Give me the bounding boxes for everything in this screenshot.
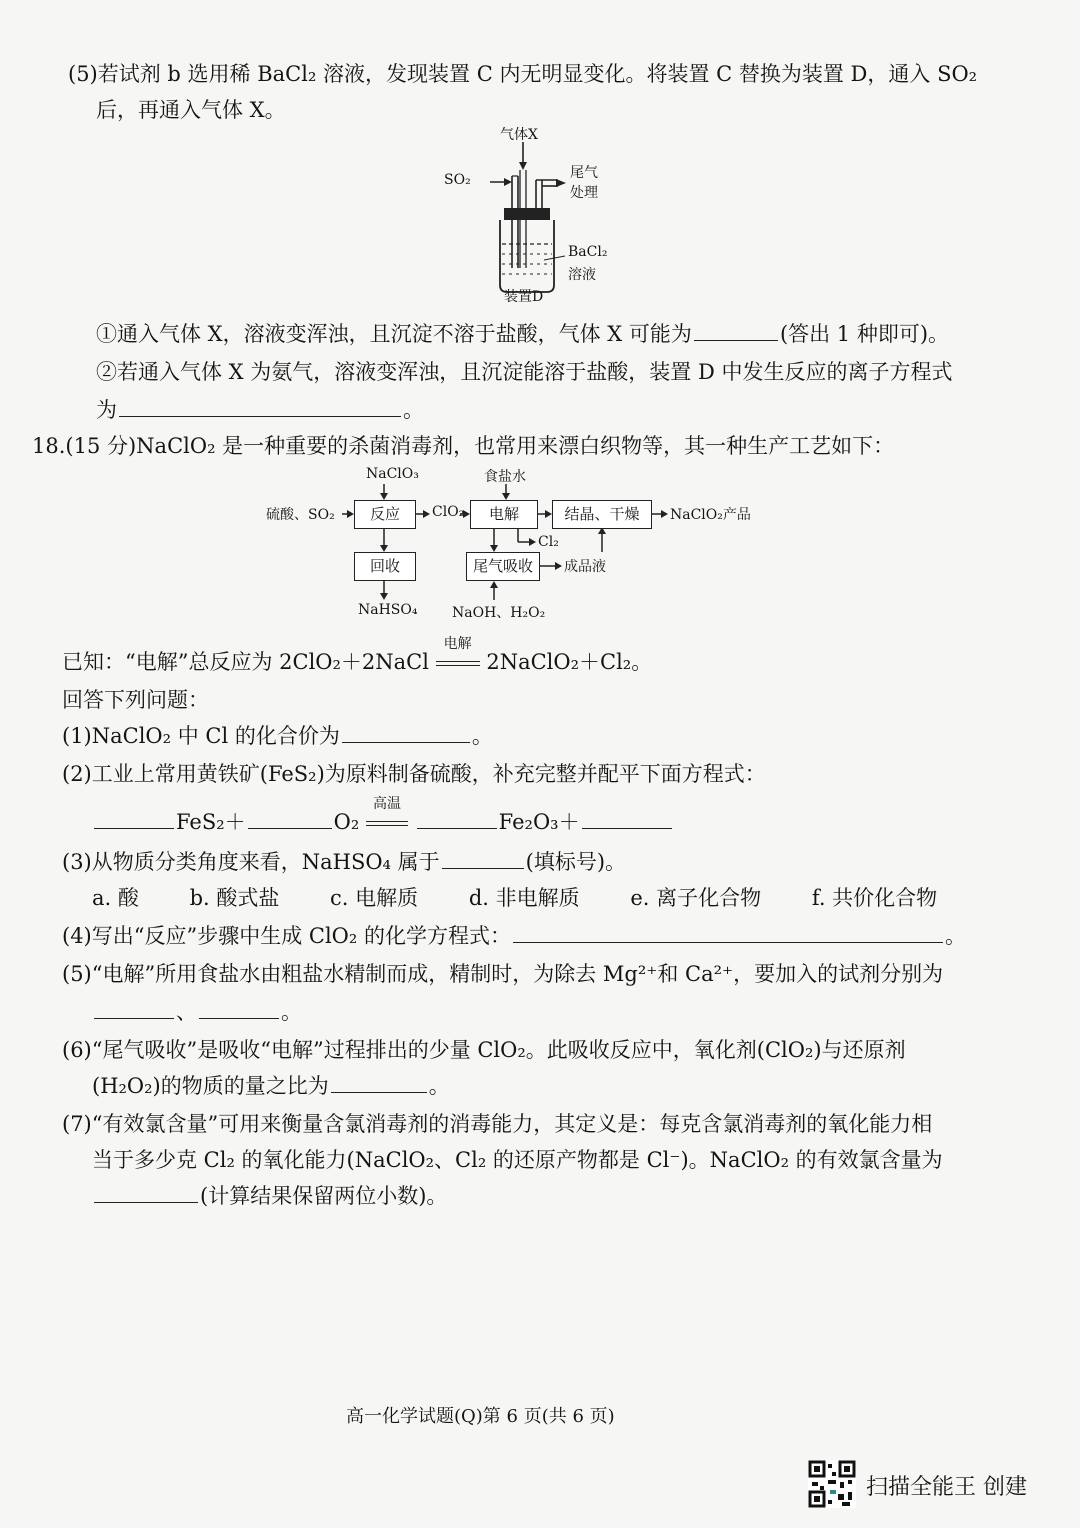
q17-5-line1: (5)若试剂 b 选用稀 BaCl₂ 溶液，发现装置 C 内无明显变化。将装置 C 替换为装置 D，通入 SO₂	[68, 62, 978, 86]
q18-part1-post: 。	[471, 724, 493, 748]
q18-part6-text: (H₂O₂)的物质的量之比为	[92, 1074, 329, 1098]
apparatus-d-caption: 装置D	[504, 289, 544, 305]
eq-fe2o3: Fe₂O₃＋	[498, 810, 580, 834]
flow-brine: 食盐水	[484, 469, 526, 485]
answer-blank[interactable]	[248, 807, 332, 829]
apparatus-d-diagram	[420, 120, 640, 310]
q18-part1	[62, 720, 493, 750]
scanner-watermark: 扫描全能王 创建	[866, 1475, 1027, 1500]
flow-box-react: 反应	[354, 500, 416, 529]
flow-product: NaClO₂产品	[670, 507, 751, 523]
q18-part5-post: 。	[281, 1000, 302, 1024]
q18-part3-post: (填标号)。	[525, 850, 627, 874]
electrolysis-condition	[436, 636, 480, 674]
option-b: b. 酸式盐	[189, 886, 280, 910]
answer-blank[interactable]	[199, 997, 279, 1019]
flow-clo2: ClO₂	[432, 504, 465, 520]
q18-part4-text: (4)写出“反应”步骤中生成 ClO₂ 的化学方程式：	[62, 924, 511, 948]
q18-answer-prompt: 回答下列问题：	[62, 688, 209, 712]
q18-part7-post: (计算结果保留两位小数)。	[200, 1184, 448, 1208]
q18-part5-line1: (5)“电解”所用食盐水由粗盐水精制而成，精制时，为除去 Mg²⁺和 Ca²⁺，要加入的试剂分别为	[62, 962, 944, 986]
tail-gas-treat-label: 处理	[570, 185, 598, 201]
q17-5-sub1	[96, 318, 949, 348]
flow-cl2: Cl₂	[538, 534, 559, 550]
equals-sign	[366, 821, 408, 826]
q18-part7-line3	[92, 1180, 447, 1210]
so2-label: SO₂	[444, 172, 471, 188]
q18-part3-text: (3)从物质分类角度来看，NaHSO₄ 属于	[62, 850, 440, 874]
q18-part6-line1: (6)“尾气吸收”是吸收“电解”过程排出的少量 ClO₂。此吸收反应中，氧化剂(ClO₂)与还原剂	[62, 1038, 906, 1062]
flow-nahso4: NaHSO₄	[358, 602, 418, 618]
high-temp-label: 高温	[372, 796, 401, 812]
gas-x-label: 气体X	[500, 127, 538, 143]
page-footer: 高一化学试题(Q)第 6 页(共 6 页)	[346, 1406, 615, 1427]
q18-part5-line2	[92, 996, 302, 1026]
option-a: a. 酸	[92, 886, 139, 910]
q18-part6-line2	[92, 1070, 450, 1100]
q17-5-sub2-pre: 为	[96, 398, 117, 422]
q18-part4	[62, 920, 966, 950]
q18-part6-post: 。	[428, 1074, 450, 1098]
q18-known-post: 2NaClO₂＋Cl₂。	[486, 650, 653, 674]
q17-5-sub1-text: ①通入气体 X，溶液变浑浊，且沉淀不溶于盐酸，气体 X 可能为	[96, 322, 692, 346]
answer-blank[interactable]	[94, 1181, 198, 1203]
q18-intro: 18.(15 分)NaClO₂ 是一种重要的杀菌消毒剂，也常用来漂白织物等，其一种生产工艺如下：	[32, 434, 895, 458]
q18-part3-options	[92, 882, 981, 912]
flow-box-tail-absorb: 尾气吸收	[466, 552, 540, 581]
flow-box-recover: 回收	[354, 552, 416, 581]
answer-blank[interactable]	[694, 319, 778, 341]
q18-known	[62, 636, 653, 676]
q18-part4-post: 。	[945, 924, 966, 948]
eq-o2: O₂	[333, 810, 360, 834]
answer-blank[interactable]	[331, 1071, 427, 1093]
electrolysis-condition-label: 电解	[443, 636, 472, 652]
q17-5-sub2-post: 。	[403, 398, 424, 422]
solution-label: 溶液	[568, 267, 596, 283]
q18-known-pre: 已知：“电解”总反应为 2ClO₂＋2NaCl	[62, 650, 429, 674]
q18-part2-equation	[92, 796, 674, 836]
answer-blank[interactable]	[417, 807, 497, 829]
q17-5-sub2-line1: ②若通入气体 X 为氨气，溶液变浑浊，且沉淀能溶于盐酸，装置 D 中发生反应的离子方程式	[96, 360, 953, 384]
tail-gas-label: 尾气	[570, 165, 598, 181]
flow-naclo3: NaClO₃	[366, 466, 419, 482]
q18-part2: (2)工业上常用黄铁矿(FeS₂)为原料制备硫酸，补充完整并配平下面方程式：	[62, 762, 766, 786]
answer-blank[interactable]	[342, 721, 470, 743]
answer-blank[interactable]	[94, 997, 174, 1019]
eq-fes2: FeS₂＋	[176, 810, 246, 834]
q18-part7-line1: (7)“有效氯含量”可用来衡量含氯消毒剂的消毒能力，其定义是：每克含氯消毒剂的氧化能力相	[62, 1112, 933, 1136]
q17-5-line2: 后，再通入气体 X。	[96, 98, 286, 122]
q18-part1-text: (1)NaClO₂ 中 Cl 的化合价为	[62, 724, 340, 748]
bacl2-label: BaCl₂	[568, 244, 608, 260]
flow-box-crystallize: 结晶、干燥	[552, 500, 652, 529]
apparatus-d-drawing	[420, 120, 640, 310]
q18-part5-sep: 、	[176, 1000, 197, 1024]
flow-box-electrolysis: 电解	[470, 500, 538, 529]
answer-blank[interactable]	[582, 807, 672, 829]
flow-finished-liquid: 成品液	[564, 559, 606, 575]
q18-part7-line2: 当于多少克 Cl₂ 的氧化能力(NaClO₂、Cl₂ 的还原产物都是 Cl⁻)。NaClO₂ 的有效氯含量为	[92, 1148, 943, 1172]
q17-5-sub2-line2	[96, 394, 424, 424]
answer-blank[interactable]	[513, 921, 943, 943]
answer-blank[interactable]	[119, 395, 401, 417]
option-f: f. 共价化合物	[811, 886, 938, 910]
answer-blank[interactable]	[442, 847, 524, 869]
process-flow-diagram	[262, 462, 782, 624]
flow-feed: 硫酸、SO₂	[266, 507, 335, 523]
answer-blank[interactable]	[94, 807, 174, 829]
flow-absorber: NaOH、H₂O₂	[452, 605, 546, 621]
q18-part3	[62, 846, 626, 876]
option-c: c. 电解质	[330, 886, 419, 910]
qr-code-graphic	[808, 1460, 856, 1508]
equals-sign	[436, 661, 480, 666]
high-temp-condition	[366, 796, 408, 834]
option-d: d. 非电解质	[468, 886, 580, 910]
qr-code-icon	[808, 1460, 856, 1508]
process-flow-arrows	[262, 462, 782, 624]
option-e: e. 离子化合物	[630, 886, 762, 910]
q17-5-sub1-post: (答出 1 种即可)。	[779, 322, 950, 346]
